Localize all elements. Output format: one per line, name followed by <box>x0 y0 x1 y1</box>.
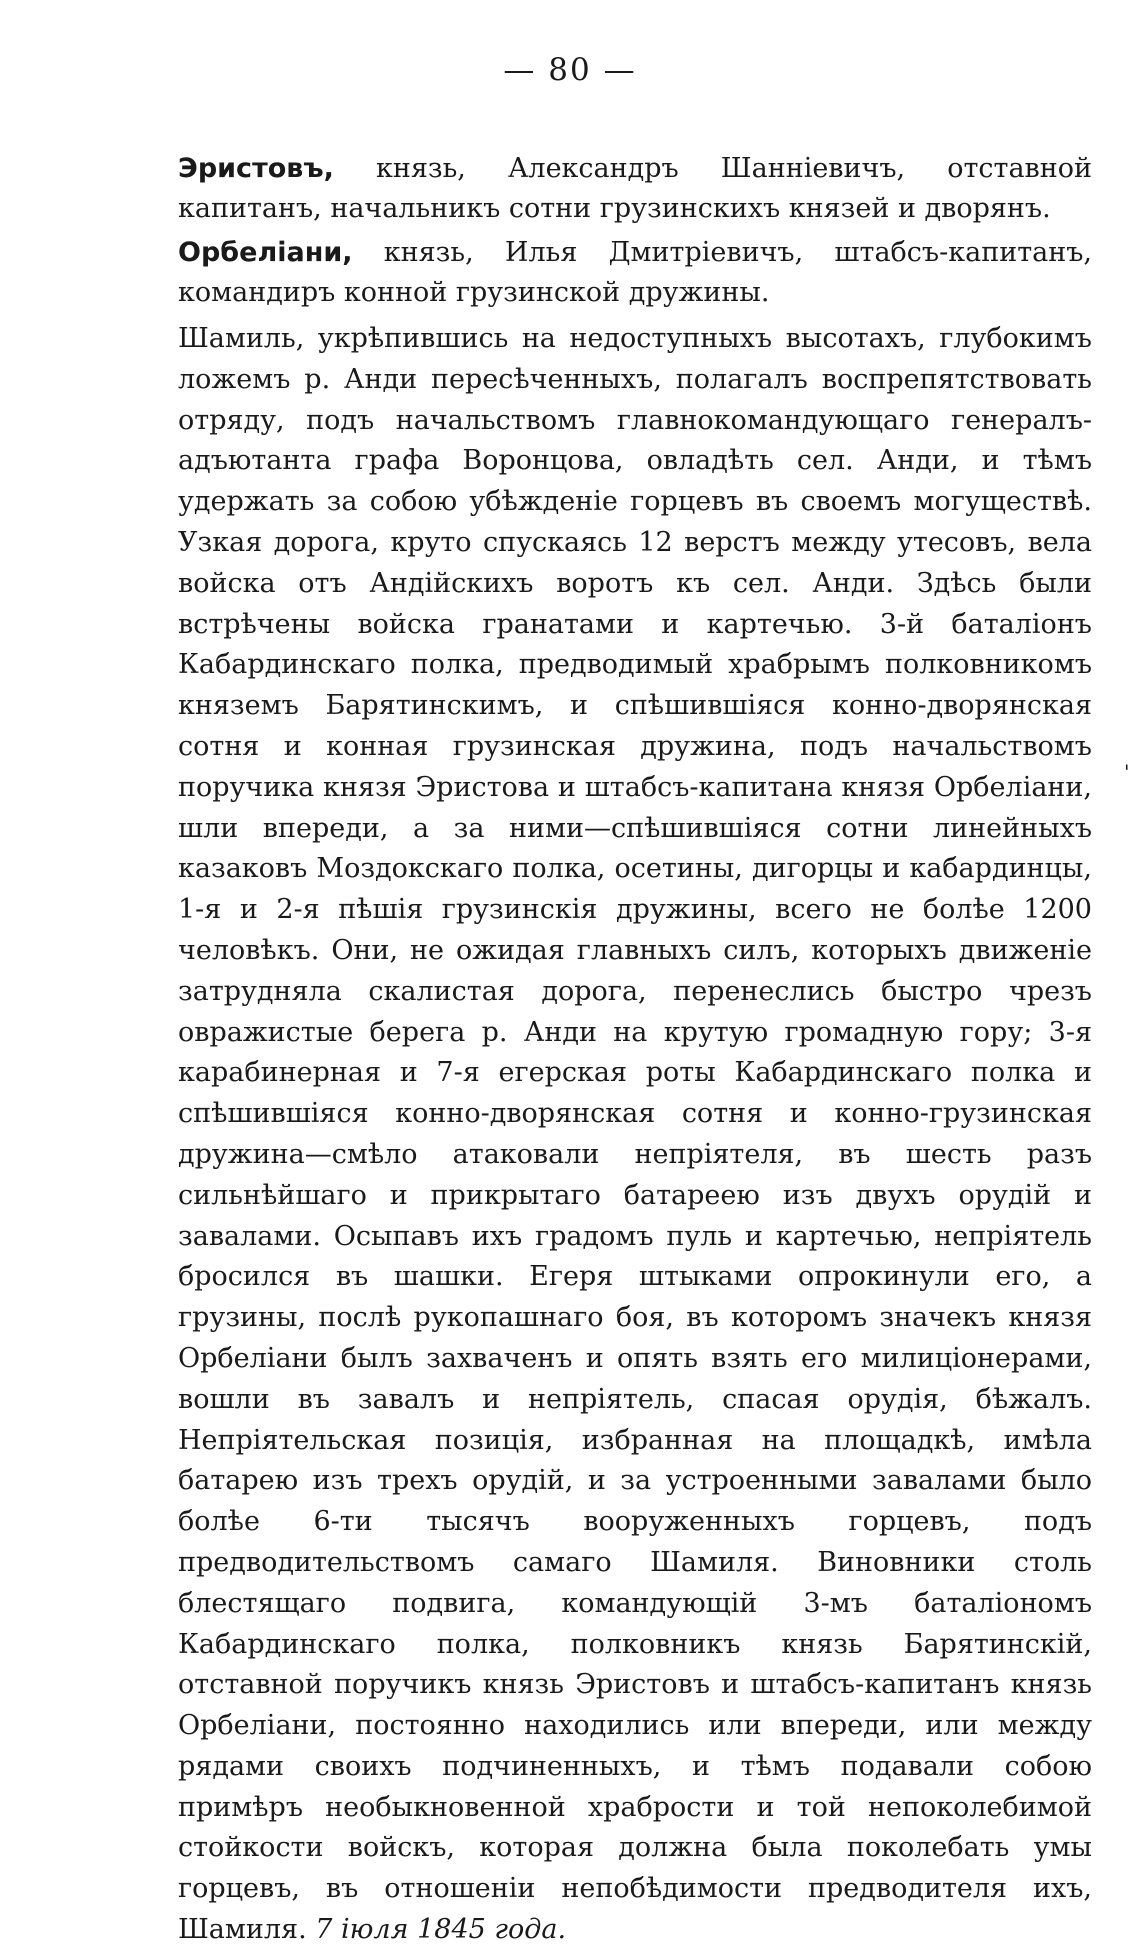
entry-eristov <box>178 149 1092 229</box>
entry-text: князь, Илья Дмитріевичъ, штабсъ-капитанъ, командиръ конной грузинской дружины. <box>178 237 1092 308</box>
entry-name: Орбеліани, <box>178 237 353 268</box>
narrative-date: 7 іюля 1845 года. <box>315 1914 567 1946</box>
narrative-paragraph <box>178 319 1092 1951</box>
entry-name: Эристовъ, <box>178 153 334 184</box>
entry-orbeliani <box>178 233 1092 313</box>
entry-text: князь, Александръ Шанніевичъ, отставной капитанъ, начальникъ сотни грузинскихъ князей и дворянъ. <box>178 153 1092 224</box>
narrative-text: Шамиль, укрѣпившись на недоступныхъ высотахъ, глубокимъ ложемъ р. Анди пересѣченныхъ, полагалъ воспрепятствовать отряду, подъ начальствомъ главнокомандующаго генералъ-адъютанта графа Воронцова, овладѣть сел. Анди, и тѣмъ удержать за собою убѣжденіе горцевъ въ своемъ могуществѣ. Узкая дорога, круто спускаясь 12 верстъ между утесовъ, вела войска отъ Андійскихъ воротъ къ сел. Анди. Здѣсь были встрѣчены войска гранатами и картечью. 3-й баталіонъ Кабардинскаго полка, предводимый храбрымъ полковникомъ княземъ Барятинскимъ, и спѣшившіяся конно-дворянская сотня и конная грузинская дружина, подъ начальствомъ поручика князя Эристова и штабсъ-капитана князя Орбеліани, шли впереди, а за ними—спѣшившіяся сотни линейныхъ казаковъ Моздокскаго полка, осетины, дигорцы и кабардинцы, 1-я и 2-я пѣшія грузинскія дружины, всего не болѣе 1200 человѣкъ. Они, не ожидая главныхъ силъ, которыхъ движеніе затрудняла скалистая дорога, перенеслись быстро чрезъ овражистые берега р. Анди на крутую громадную гору; 3-я карабинерная и 7-я егерская роты Кабардинскаго полка и спѣшившіяся конно-дворянская сотня и конно-грузинская дружина—смѣло атаковали непріятеля, въ шесть разъ сильнѣйшаго и прикрытаго батареею изъ двухъ орудій и завалами. Осыпавъ ихъ градомъ пуль и картечью, непріятель бросился въ шашки. Егеря штыками опрокинули его, а грузины, послѣ рукопашнаго боя, въ которомъ значекъ князя Орбеліани былъ захваченъ и опять взять его милиціонерами, вошли въ завалъ и непріятель, спасая орудія, бѣжалъ. Непріятельская позиція, избранная на площадкѣ, имѣла батарею изъ трехъ орудій, и за устроенными завалами было болѣе 6-ти тысячъ вооруженныхъ горцевъ, подъ предводительствомъ самаго Шамиля. Виновники столь блестящаго подвига, командующій 3-мъ баталіономъ Кабардинскаго полка, полковникъ князь Барятинскій, отставной поручикъ князь Эристовъ и штабсъ-капитанъ князь Орбеліани, постоянно находились или впереди, или между рядами своихъ подчиненныхъ, и тѣмъ подавали собою примѣръ необыкновенной храбрости и той непоколебимой стойкости войскъ, которая должна была поколебать умы горцевъ, въ отношеніи непобѣдимости предводителя ихъ, Шамиля. <box>178 323 1092 1946</box>
margin-mark: ' <box>1124 760 1130 784</box>
page-number: — 80 — <box>503 52 637 88</box>
